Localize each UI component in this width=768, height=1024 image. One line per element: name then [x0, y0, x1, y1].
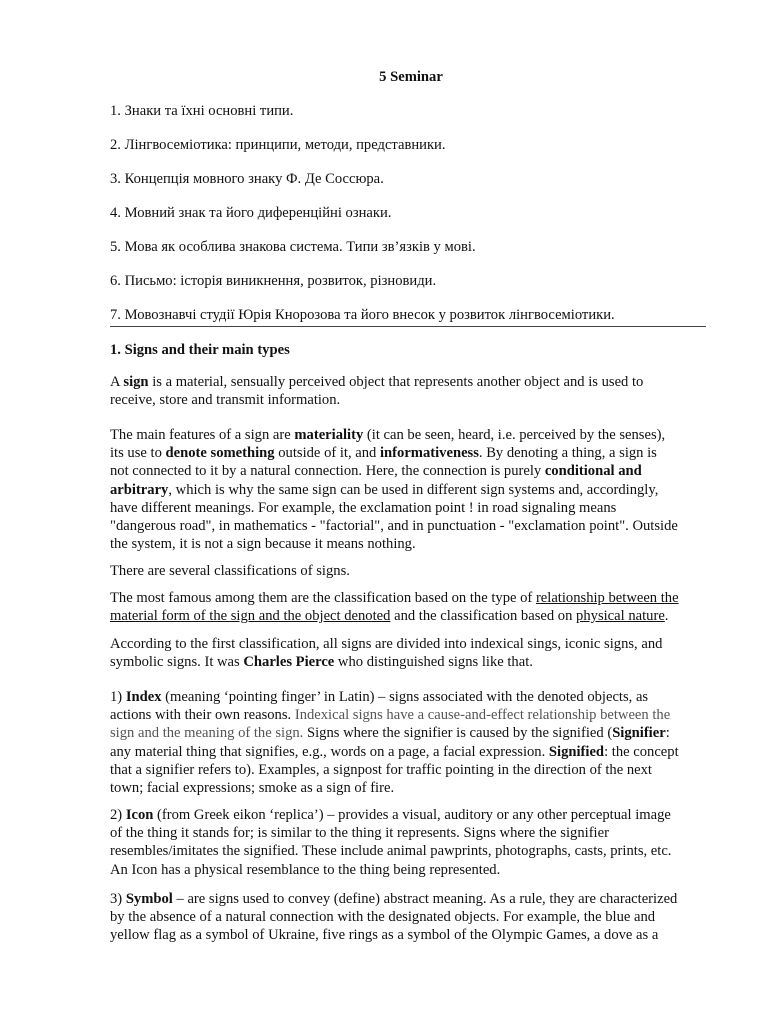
- text: yellow flag as a symbol of Ukraine, five rings as a symbol of the Olympic Games, a dove as a: [110, 927, 659, 944]
- text: (it can be seen, heard, i.e. perceived by the senses),: [363, 427, 666, 443]
- text: 1): [110, 689, 126, 705]
- text: receive, store and transmit information.: [110, 392, 341, 409]
- text: of the thing it stands for; is similar to the thing it represents. Signs where the signifier: [110, 825, 609, 842]
- term-sign: sign: [123, 374, 149, 390]
- text: the system, it is not a sign because it means nothing.: [110, 536, 416, 553]
- term-signified: Signified: [548, 743, 605, 760]
- text: symbolic signs. It was: [110, 654, 244, 671]
- text: : the concept: [604, 743, 679, 760]
- grey-text: sign and the meaning of the sign.: [110, 725, 304, 742]
- text: (meaning ‘pointing finger’ in Latin) – signs associated with the denoted objects, as: [161, 689, 649, 705]
- paragraph-features: [110, 426, 720, 553]
- text: that a signifier refers to). Examples, a signpost for traffic pointing in the direction of the next: [110, 761, 652, 778]
- text: resembles/imitates the signified. These include animal pawprints, photographs, casts, prints, etc.: [110, 843, 672, 860]
- text: – are signs used to convey (define) abstract meaning. As a rule, they are characterized: [172, 891, 678, 907]
- text: (from Greek eikon ‘replica’) – provides a visual, auditory or any other perceptual image: [153, 807, 671, 823]
- term-conditional: conditional and: [544, 463, 642, 480]
- text: .: [664, 608, 669, 625]
- paragraph-famous: [110, 589, 720, 625]
- text: An Icon has a physical resemblance to the thing being represented.: [110, 861, 501, 878]
- text: actions with their own reasons.: [110, 707, 295, 724]
- text: "dangerous road", in mathematics - "factorial", and in punctuation - "exclamation point". Outside: [110, 518, 678, 535]
- topic-item: 4. Мовний знак та його диференційні ознаки.: [110, 205, 392, 221]
- term-signifier: Signifier: [612, 725, 666, 742]
- text: its use to: [110, 445, 166, 462]
- paragraph-first-classification: [110, 635, 720, 671]
- term-informativeness: informativeness: [380, 445, 479, 462]
- topic-item: 2. Лінгвосеміотика: принципи, методи, представники.: [110, 137, 446, 153]
- paragraph-definition: [110, 373, 720, 409]
- term-denote: denote something: [165, 445, 275, 462]
- text: not connected to it by a natural connection. Here, the connection is purely: [110, 463, 545, 480]
- text: 3): [110, 891, 126, 907]
- term-materiality: materiality: [294, 427, 364, 443]
- divider: [110, 326, 706, 327]
- text: The most famous among them are the classification based on the type of: [110, 590, 536, 606]
- text: . By denoting a thing, a sign is: [478, 445, 657, 462]
- underlined-text: material form of the sign and the object denoted: [110, 608, 391, 625]
- text: There are several classifications of signs.: [110, 563, 350, 579]
- term-arbitrary: arbitrary: [110, 481, 169, 498]
- topic-item: 1. Знаки та їхні основні типи.: [110, 103, 294, 119]
- section-heading-text: 1. Signs and their main types: [110, 342, 290, 358]
- paragraph-symbol: [110, 890, 720, 945]
- paragraph-index: [110, 688, 720, 797]
- topic-item: 3. Концепція мовного знаку Ф. Де Соссюра.: [110, 171, 384, 187]
- term-index: Index: [125, 689, 162, 705]
- page-title: 5 Seminar: [379, 69, 443, 85]
- paragraph-several: [110, 562, 720, 580]
- section-heading: [110, 341, 720, 359]
- topic-item: 7. Мовознавчі студії Юрія Кнорозова та його внесок у розвиток лінгвосеміотики.: [110, 307, 615, 323]
- underlined-text: relationship between the: [535, 590, 679, 606]
- term-pierce: Charles Pierce: [243, 654, 335, 671]
- underlined-text: physical nature: [576, 608, 665, 625]
- text: by the absence of a natural connection with the designated objects. For example, the blue and: [110, 909, 656, 926]
- topic-item: 6. Письмо: історія виникнення, розвиток, різновиди.: [110, 273, 437, 289]
- term-symbol: Symbol: [125, 891, 173, 907]
- term-icon: Icon: [125, 807, 154, 823]
- text: outside of it, and: [274, 445, 380, 462]
- text: 2): [110, 807, 126, 823]
- text: The main features of a sign are: [110, 427, 295, 443]
- text: According to the first classification, all signs are divided into indexical sings, iconic signs, and: [110, 636, 663, 652]
- topic-item: 5. Мова як особлива знакова система. Типи зв’язків у мові.: [110, 239, 476, 255]
- grey-text: Indexical signs have a cause-and-effect relationship between the: [294, 707, 671, 724]
- text: and the classification based on: [390, 608, 577, 625]
- text: Signs where the signifier is caused by the signified (: [303, 725, 613, 742]
- text: , which is why the same sign can be used in different sign systems and, accordingly,: [168, 481, 659, 498]
- text: any material thing that signifies, e.g., words on a page, a facial expression.: [110, 743, 549, 760]
- text: A: [110, 374, 124, 390]
- paragraph-icon: [110, 806, 720, 879]
- text: have different meanings. For example, the exclamation point ! in road signaling means: [110, 499, 617, 516]
- text: is a material, sensually perceived object that represents another object and is used to: [148, 374, 644, 390]
- text: :: [665, 725, 670, 742]
- text: town; facial expressions; smoke as a sign of fire.: [110, 780, 395, 797]
- text: who distinguished signs like that.: [334, 654, 533, 671]
